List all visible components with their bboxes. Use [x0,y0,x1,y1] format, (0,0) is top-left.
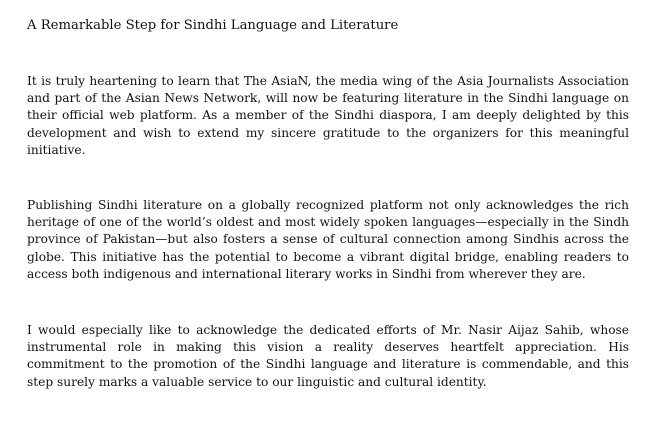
paragraph-2: Publishing Sindhi literature on a globally recognized platform not only acknowledges the rich heritage of one of the world’s oldest and most widely spoken languages—especially in the Sindh province of Pakistan—but also fosters a sense of cultural connection among Sindhis across the globe. This initiative has the potential to become a vibrant digital bridge, enabling readers to access both indigenous and international literary works in Sindhi from wherever they are. [27,198,629,281]
document-title: A Remarkable Step for Sindhi Language and Literature [27,18,399,33]
paragraph-3: I would especially like to acknowledge the dedicated efforts of Mr. Nasir Aijaz Sahib, whose instrumental role in making this vision a reality deserves heartfelt appreciation. His commitment to the promotion of the Sindhi language and literature is commendable, and this step surely marks a valuable service to our linguistic and cultural identity. [27,323,629,389]
paragraph-1: It is truly heartening to learn that The AsiaN, the media wing of the Asia Journalists Association and part of the Asian News Network, will now be featuring literature in the Sindhi language on their official web platform. As a member of the Sindhi diaspora, I am deeply delighted by this development and wish to extend my sincere gratitude to the organizers for this meaningful initiative. [27,74,629,157]
